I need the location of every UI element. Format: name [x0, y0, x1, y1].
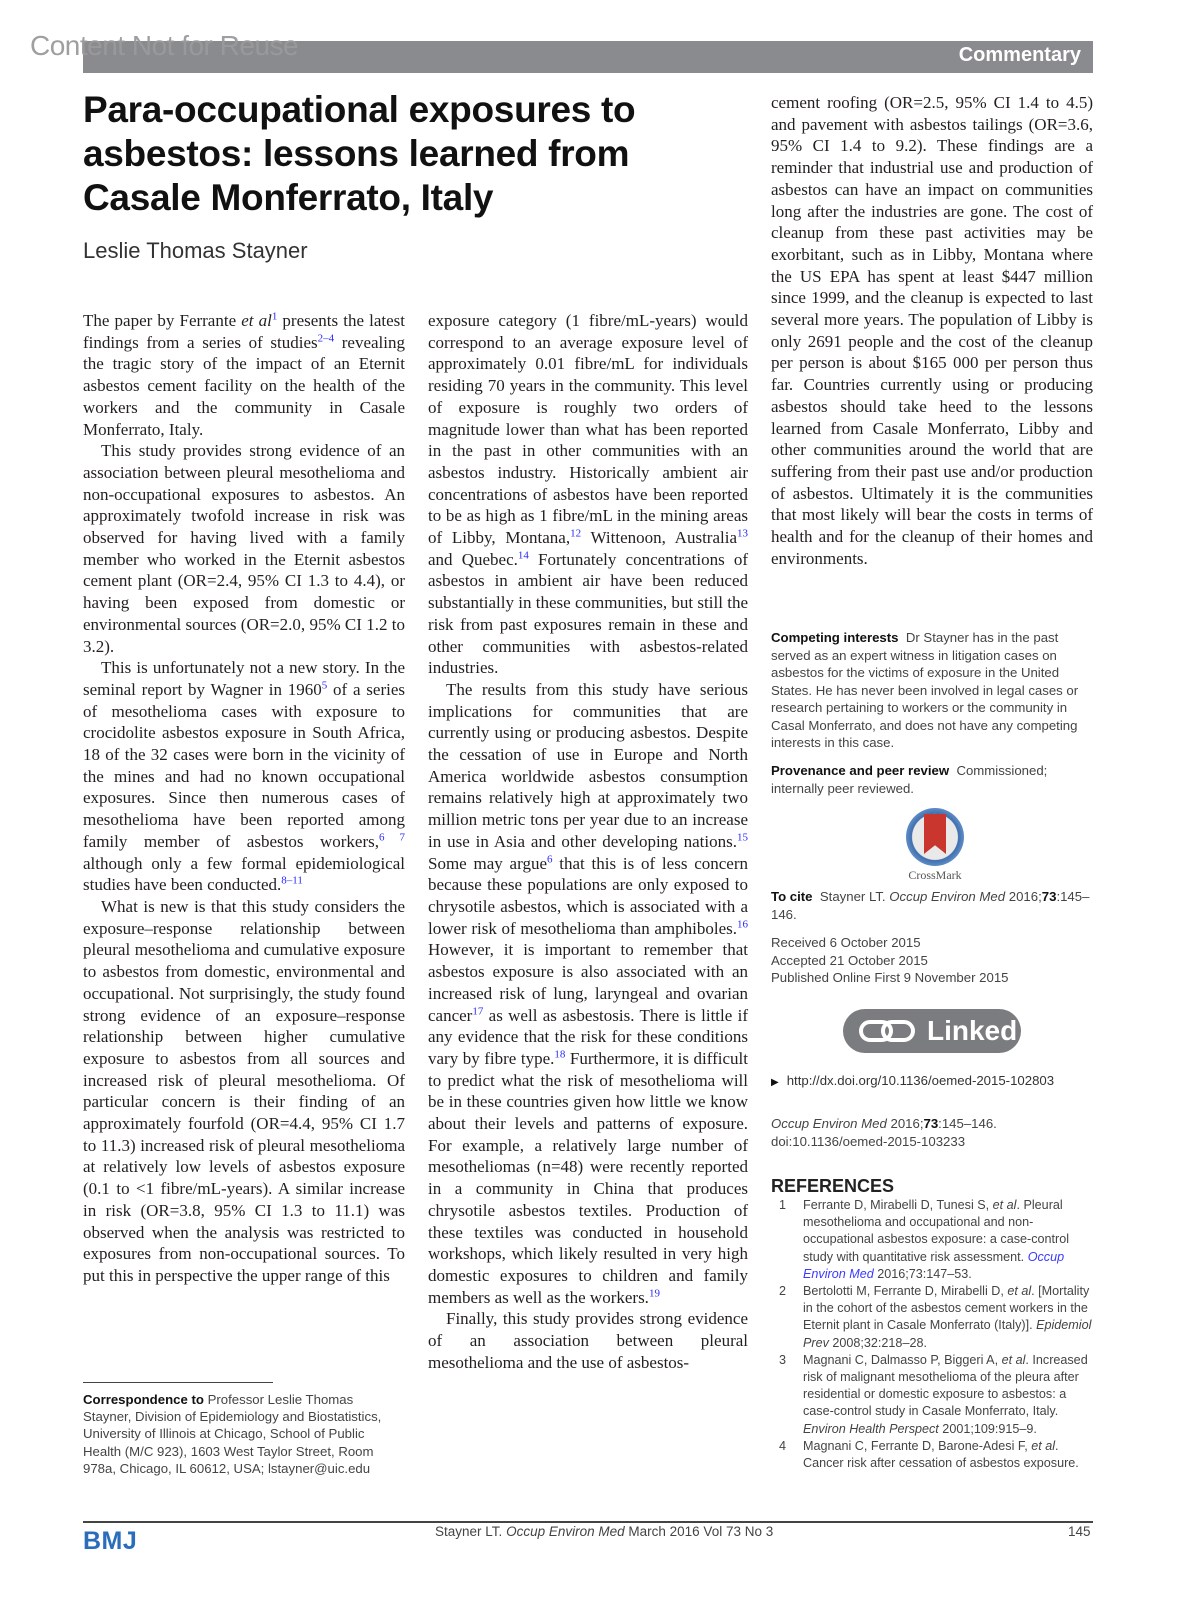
- body-column-3: [771, 92, 1093, 569]
- reference-link[interactable]: 16: [737, 918, 748, 931]
- section-label: Commentary: [958, 44, 1081, 66]
- provenance-label: Provenance and peer review: [771, 763, 950, 778]
- published-date: Published Online First 9 November 2015: [771, 970, 1009, 985]
- linked-label: Linked: [927, 1015, 1018, 1046]
- page-number: 145: [1068, 1524, 1091, 1539]
- to-cite-pages: :145–146.: [771, 889, 1090, 922]
- reference-link[interactable]: 17: [472, 1004, 484, 1017]
- reference-item: [771, 1438, 1093, 1472]
- body-paragraph: Finally, this study provides strong evidence of an association between pleural mesothelioma and the use of asbestos-: [428, 1309, 748, 1372]
- watermark: Content Not for Reuse: [30, 30, 299, 61]
- reference-text: Magnani C, Dalmasso P, Biggeri A, et al. Increased risk of malignant mesothelioma of the pleura after residential or domestic exposure to asbestos: a case-control study in Casale Monferrato, Italy. Environ Health Perspect 2001;109:915–9.: [803, 1352, 1088, 1436]
- article-citation: [771, 1115, 1093, 1150]
- reference-text: Magnani C, Ferrante D, Barone-Adesi F, et al. Cancer risk after cessation of asbestos exposure.: [803, 1438, 1079, 1471]
- body-column-1: [83, 310, 405, 1287]
- body-paragraph: exposure category (1 fibre/mL-years) would correspond to an average exposure level of approximately 0.01 fibre/mL for individuals residing 70 years in the community. This level of exposure is roughly two orders of magnitude lower than what has been reported in the past in other communities with an asbestos industry. Historically ambient air concentrations of asbestos have been reported to be as high as 1 fibre/mL in the mining areas of Libby, Montana,$^{12}$ Wittenoon, Australia$^{13}$ and Quebec.$^{14}$ Fortunately concentrations of asbestos in ambient air have been reduced substantially in these communities, but still the risk from past exposures remain in these and other communities with asbestos-related industries.: [428, 311, 748, 678]
- triangle-right-icon: ▶: [771, 1077, 779, 1088]
- reference-link[interactable]: 6: [547, 852, 553, 865]
- reference-item: [771, 1197, 1093, 1283]
- reference-journal: Epidemiol Prev: [803, 1318, 1092, 1350]
- reference-journal: Environ Health Perspect: [803, 1421, 939, 1436]
- references-heading: REFERENCES: [771, 1176, 895, 1196]
- linked-badge[interactable]: [843, 1009, 1021, 1053]
- citation-volume: 73: [923, 1116, 939, 1131]
- linked-doi-link[interactable]: [771, 1072, 1093, 1092]
- footer-cite-journal: Occup Environ Med: [506, 1524, 625, 1539]
- reference-number: 3: [779, 1352, 787, 1367]
- body-paragraph: The paper by Ferrante et al$^1$ presents the latest findings from a series of studies$^{2-4}$ revealing the tragic story of the impact of an Eternit asbestos cement facility on the health of the workers and the community in Casale Monferrato, Italy.: [83, 310, 405, 439]
- competing-interests-text: Dr Stayner has in the past served as an expert witness in litigation cases on asbestos for the victims of exposure in the United States. He has never been involved in legal cases or research pertaining to workers or the community in Casal Monferrato, and does not have any competing interests in this case.: [771, 630, 1079, 750]
- reference-text: Ferrante D, Mirabelli D, Tunesi S, et al. Pleural mesothelioma and occupational and non-occupational asbestos exposure: a case-control study with quantitative risk assessment. Occup Environ Med 2016;73:147–53.: [803, 1198, 1070, 1281]
- reference-link[interactable]: 15: [737, 831, 748, 844]
- footer-cite-author: Stayner LT.: [435, 1524, 503, 1539]
- body-paragraph: What is new is that this study considers the exposure–response relationship between pleural mesothelioma and cumulative exposure to asbestos from domestic, environmental and occupational. Not surprisingly, the study found strong evidence of an exposure–response relationship between higher cumulative exposure to asbestos from all sources and increased risk of pleural mesothelioma. Of particular concern is their finding of an approximately fourfold (OR=4.4, 95% CI 1.7 to 11.3) increased risk of pleural mesothelioma at relatively low levels of asbestos exposure (0.1 to <1 fibre/mL-years). A similar increase in risk (OR=3.8, 95% CI 1.3 to 11.1) was observed when the analysis was restricted to exposures from non-occupational sources. To put this in perspective the upper range of this: [83, 896, 405, 1285]
- body-paragraph: cement roofing (OR=2.5, 95% CI 1.4 to 4.5) and pavement with asbestos tailings (OR=3.6, 95% CI 1.4 to 9.2). These findings are a reminder that industrial use and production of asbestos can have an impact on communities long after the industries are gone. The cost of cleanup from these past activities may be exorbitant, such as in Libby, Montana where the US EPA has spent at least $447 million since 1999, and the cleanup is expected to last several more years. The population of Libby is only 2691 people and the cost of the cleanup per person is about $165 000 per person thus far. Countries currently using or producing asbestos should take heed to the lessons learned from Casale Monferrato, Libby and other communities around the world that are suffering from their past use and/or production of asbestos. Ultimately it is the communities that most likely will bear the costs in terms of health and for the cleanup of their homes and environments.: [771, 93, 1093, 568]
- received-date: Received 6 October 2015: [771, 935, 921, 950]
- article-title: Para-occupational exposures to asbestos: lessons learned from Casale Monferrato, Italy: [83, 89, 636, 218]
- crossmark-button[interactable]: [890, 808, 980, 883]
- correspondence-divider: [83, 1382, 273, 1383]
- linked-doi-url[interactable]: http://dx.doi.org/10.1136/oemed-2015-102803: [786, 1073, 1055, 1088]
- reference-link[interactable]: 14: [517, 549, 529, 562]
- italic-text: et al: [241, 311, 272, 330]
- to-cite-volume: 73: [1041, 889, 1057, 904]
- to-cite: [771, 888, 1093, 923]
- bmj-logo: BMJ: [83, 1527, 138, 1555]
- body-column-2: [428, 310, 748, 1373]
- to-cite-journal: Occup Environ Med: [889, 889, 1006, 904]
- references-list: [771, 1197, 1093, 1472]
- reference-link[interactable]: 19: [648, 1286, 660, 1299]
- reference-number: 2: [779, 1284, 787, 1299]
- reference-number: 4: [779, 1438, 787, 1453]
- correspondence: [83, 1391, 405, 1477]
- citation-pages: :145–146.: [938, 1116, 997, 1131]
- footer-citation: [435, 1524, 773, 1539]
- reference-link[interactable]: 12: [570, 527, 582, 540]
- reference-link[interactable]: 13: [736, 527, 748, 540]
- footer-divider: [83, 1521, 1093, 1523]
- provenance-peer-review: [771, 762, 1093, 797]
- crossmark-icon: [906, 808, 964, 866]
- to-cite-year: 2016;: [1008, 889, 1042, 904]
- competing-interests-label: Competing interests: [771, 630, 899, 645]
- correspondence-text: Professor Leslie Thomas Stayner, Division of Epidemiology and Biostatistics, University of Illinois at Chicago, School of Public Health (M/C 923), 1603 West Taylor Street, Room 978a, Chicago, IL 60612, USA; lstayner@uic.edu: [83, 1392, 382, 1476]
- reference-item: [771, 1352, 1093, 1438]
- reference-number: 1: [779, 1198, 787, 1212]
- reference-text: Bertolotti M, Ferrante D, Mirabelli D, et al. [Mortality in the cohort of the asbestos cement workers in the Eternit plant in Casale Monferrato (Italy)]. Epidemiol Prev 2008;32:218–28.: [803, 1284, 1092, 1350]
- reference-link[interactable]: 18: [554, 1048, 566, 1061]
- reference-link[interactable]: 8–11: [281, 874, 303, 887]
- body-paragraph: The results from this study have serious implications for communities that are currently using or producing asbestos. Despite the cessation of use in Europe and North America worldwide asbestos consumption remains relatively high at approximately two million metric tons per year due to an increase in use in Asia and other developing nations.$^{15}$ Some may argue$^6$ that this is of less concern because these populations are only exposed to chrysotile asbestos, which is associated with a lower risk of mesothelioma than amphiboles.$^{16}$ However, it is important to remember that asbestos exposure is also associated with an increased risk of lung, laryngeal and ovarian cancer$^{17}$ as well as asbestosis. There is little if any evidence that the risk for these conditions vary by fibre type.$^{18}$ Furthermore, it is difficult to predict what the risk of mesothelioma will be in these countries given how little we know about their levels and patterns of exposure. For example, a relatively large number of mesotheliomas (n=48) were recently reported in a community in China that produces chrysotile asbestos textiles. Production of these textiles was conducted in household workshops, which likely resulted in very high domestic exposures to children and family members as well as the workers.$^{19}$: [428, 679, 749, 1307]
- footer-cite-issue: March 2016 Vol 73 No 3: [628, 1524, 774, 1539]
- crossmark-label: CrossMark: [908, 868, 962, 882]
- body-paragraph: This study provides strong evidence of an association between pleural mesothelioma and non-occupational exposures to asbestos. An approximately twofold increase in risk was observed for having lived with a family member who worked in the Eternit asbestos cement plant (OR=2.4, 95% CI 1.3 to 4.4), or having been exposed from domestic or environmental sources (OR=2.0, 95% CI 1.2 to 3.2).: [83, 441, 405, 656]
- reference-link[interactable]: 2–4: [317, 332, 335, 345]
- competing-interests: [771, 629, 1093, 752]
- correspondence-label: Correspondence to: [83, 1392, 204, 1407]
- to-cite-authors: Stayner LT.: [819, 889, 886, 904]
- chain-link-icon: [859, 1020, 915, 1042]
- citation-doi: doi:10.1136/oemed-2015-103233: [771, 1133, 966, 1149]
- body-paragraph: This is unfortunately not a new story. In the seminal report by Wagner in 1960$^5$ of a series of mesothelioma cases with exposure to crocidolite asbestos exposure in South Africa, 18 of the 32 cases were born in the vicinity of the mines and had no known occupational exposures. Since then numerous cases of mesothelioma have been reported among family member of asbestos workers,$^{6 7}$ although only a few formal epidemiological studies have been conducted.$^{8-11}$: [83, 658, 405, 895]
- reference-link[interactable]: 1: [271, 310, 278, 323]
- article-dates: [771, 934, 1093, 987]
- reference-item: [771, 1283, 1093, 1352]
- citation-year: 2016;: [890, 1116, 924, 1131]
- reference-link[interactable]: 5: [321, 679, 328, 692]
- citation-journal: Occup Environ Med: [771, 1116, 887, 1131]
- provenance-text: Commissioned; internally peer reviewed.: [771, 763, 1048, 796]
- to-cite-label: To cite: [771, 889, 813, 904]
- reference-journal-link[interactable]: Occup Environ Med: [803, 1249, 1065, 1281]
- accepted-date: Accepted 21 October 2015: [771, 952, 928, 968]
- article-author: Leslie Thomas Stayner: [83, 238, 308, 263]
- reference-link[interactable]: 6 7: [378, 831, 405, 844]
